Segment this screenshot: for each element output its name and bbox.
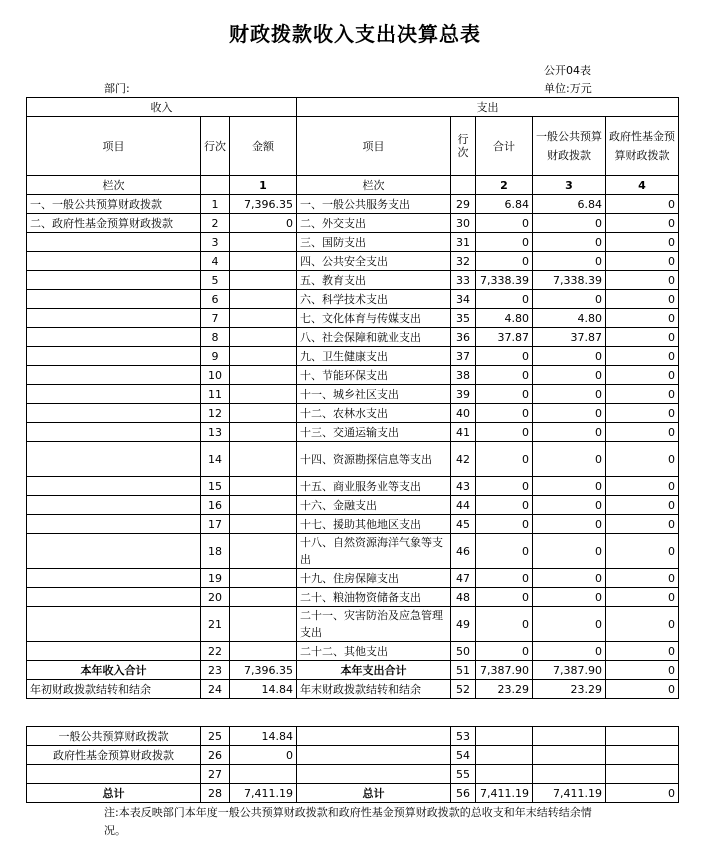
expense-line-no: 51 xyxy=(451,661,476,680)
income-amount xyxy=(230,607,297,642)
gov-fund-amount: 0 xyxy=(606,477,679,496)
income-item xyxy=(27,477,201,496)
expense-line-header: 行次 xyxy=(451,117,476,176)
expense-total: 0 xyxy=(476,588,533,607)
gov-fund-amount: 0 xyxy=(606,271,679,290)
income-amount xyxy=(230,252,297,271)
summary-table xyxy=(26,97,679,699)
expense-line-no: 47 xyxy=(451,569,476,588)
expense-total: 4.80 xyxy=(476,309,533,328)
general-budget-amount: 0 xyxy=(533,214,606,233)
table-row xyxy=(27,727,679,746)
department-label: 部门: xyxy=(104,82,130,95)
table-row xyxy=(27,423,679,442)
income-line-no: 19 xyxy=(201,569,230,588)
gov-fund-amount: 0 xyxy=(606,423,679,442)
expense-item: 十三、交通运输支出 xyxy=(297,423,451,442)
expense-total: 0 xyxy=(476,347,533,366)
table-row xyxy=(27,607,679,642)
gov-fund-amount: 0 xyxy=(606,309,679,328)
gov-fund-amount: 0 xyxy=(606,404,679,423)
expense-total: 0 xyxy=(476,423,533,442)
gov-fund-amount: 0 xyxy=(606,328,679,347)
table-row xyxy=(27,347,679,366)
expense-line-no: 54 xyxy=(451,746,476,765)
expense-item: 年末财政拨款结转和结余 xyxy=(297,680,451,699)
expense-line-no: 36 xyxy=(451,328,476,347)
gov-fund-amount: 0 xyxy=(606,366,679,385)
income-item xyxy=(27,328,201,347)
income-line-no: 24 xyxy=(201,680,230,699)
income-amount xyxy=(230,233,297,252)
expense-line-no: 44 xyxy=(451,496,476,515)
income-line-no: 20 xyxy=(201,588,230,607)
income-header: 收入 xyxy=(27,98,297,117)
expense-total: 0 xyxy=(476,404,533,423)
general-budget-amount xyxy=(533,765,606,784)
expense-item: 十七、援助其他地区支出 xyxy=(297,515,451,534)
income-amount xyxy=(230,534,297,569)
table-row xyxy=(27,309,679,328)
expense-item: 一、一般公共服务支出 xyxy=(297,195,451,214)
expense-line-no: 34 xyxy=(451,290,476,309)
gov-fund-amount: 0 xyxy=(606,233,679,252)
gov-fund-amount: 0 xyxy=(606,784,679,803)
gov-fund-amount: 0 xyxy=(606,195,679,214)
expense-line-no: 39 xyxy=(451,385,476,404)
expense-line-no: 38 xyxy=(451,366,476,385)
general-budget-amount: 0 xyxy=(533,588,606,607)
income-amount xyxy=(230,588,297,607)
expense-item: 十四、资源勘探信息等支出 xyxy=(297,442,451,477)
expense-item: 二十一、灾害防治及应急管理支出 xyxy=(297,607,451,642)
expense-item: 八、社会保障和就业支出 xyxy=(297,328,451,347)
expense-line-no: 42 xyxy=(451,442,476,477)
income-amount xyxy=(230,515,297,534)
income-line-no: 5 xyxy=(201,271,230,290)
general-budget-amount: 0 xyxy=(533,404,606,423)
expense-item xyxy=(297,746,451,765)
expense-item: 五、教育支出 xyxy=(297,271,451,290)
gov-fund-amount: 0 xyxy=(606,385,679,404)
general-budget-amount: 0 xyxy=(533,515,606,534)
general-budget-amount: 4.80 xyxy=(533,309,606,328)
expense-total: 0 xyxy=(476,569,533,588)
footnote: 注:本表反映部门本年度一般公共预算财政拨款和政府性基金预算财政拨款的总收支和年末结转结余情况。 xyxy=(104,806,592,837)
expense-total xyxy=(476,765,533,784)
form-code: 公开04表 xyxy=(544,64,591,77)
income-item xyxy=(27,385,201,404)
income-item xyxy=(27,271,201,290)
expense-line-no: 40 xyxy=(451,404,476,423)
income-amount xyxy=(230,347,297,366)
expense-total: 7,338.39 xyxy=(476,271,533,290)
general-budget-amount: 23.29 xyxy=(533,680,606,699)
general-budget-amount xyxy=(533,746,606,765)
income-amount xyxy=(230,569,297,588)
general-budget-amount: 0 xyxy=(533,534,606,569)
table-row xyxy=(27,784,679,803)
expense-line-no: 46 xyxy=(451,534,476,569)
table-row xyxy=(27,642,679,661)
expense-item: 十、节能环保支出 xyxy=(297,366,451,385)
income-line-no: 27 xyxy=(201,765,230,784)
income-item xyxy=(27,588,201,607)
income-amount: 14.84 xyxy=(230,680,297,699)
gov-fund-amount: 0 xyxy=(606,290,679,309)
income-amount xyxy=(230,423,297,442)
income-line-no: 12 xyxy=(201,404,230,423)
gov-fund-amount: 0 xyxy=(606,534,679,569)
expense-line-no: 37 xyxy=(451,347,476,366)
income-amount xyxy=(230,290,297,309)
expense-item: 三、国防支出 xyxy=(297,233,451,252)
expense-item: 十五、商业服务业等支出 xyxy=(297,477,451,496)
income-item xyxy=(27,515,201,534)
income-item xyxy=(27,404,201,423)
income-item xyxy=(27,442,201,477)
income-item xyxy=(27,366,201,385)
expense-item: 十六、金融支出 xyxy=(297,496,451,515)
gov-fund-amount: 0 xyxy=(606,588,679,607)
total-header: 合计 xyxy=(476,117,533,176)
expense-total: 0 xyxy=(476,515,533,534)
summary-table-continued xyxy=(26,726,679,803)
general-budget-amount: 0 xyxy=(533,496,606,515)
general-budget-amount: 37.87 xyxy=(533,328,606,347)
gov-fund-amount: 0 xyxy=(606,347,679,366)
general-budget-amount: 0 xyxy=(533,477,606,496)
table-row xyxy=(27,569,679,588)
general-budget-amount: 0 xyxy=(533,233,606,252)
income-item xyxy=(27,765,201,784)
income-amount xyxy=(230,385,297,404)
expense-line-no: 31 xyxy=(451,233,476,252)
expense-line-no: 32 xyxy=(451,252,476,271)
income-amount: 7,396.35 xyxy=(230,661,297,680)
expense-total: 23.29 xyxy=(476,680,533,699)
income-item-header: 项目 xyxy=(27,117,201,176)
expense-item xyxy=(297,727,451,746)
expense-line-no: 52 xyxy=(451,680,476,699)
income-line-no: 11 xyxy=(201,385,230,404)
expense-item: 十二、农林水支出 xyxy=(297,404,451,423)
income-line-no: 9 xyxy=(201,347,230,366)
income-amount xyxy=(230,309,297,328)
income-amount xyxy=(230,328,297,347)
gov-fund-amount: 0 xyxy=(606,442,679,477)
expense-item xyxy=(297,765,451,784)
table-row xyxy=(27,661,679,680)
expense-total: 0 xyxy=(476,442,533,477)
income-line-no: 26 xyxy=(201,746,230,765)
income-item: 一般公共预算财政拨款 xyxy=(27,727,201,746)
table-row xyxy=(27,477,679,496)
income-item xyxy=(27,290,201,309)
gov-fund-amount xyxy=(606,746,679,765)
expense-total: 0 xyxy=(476,290,533,309)
gov-fund-amount xyxy=(606,765,679,784)
income-line-no: 21 xyxy=(201,607,230,642)
col-number-2: 2 xyxy=(476,176,533,195)
expense-total: 0 xyxy=(476,477,533,496)
income-line-no: 15 xyxy=(201,477,230,496)
expense-line-no: 29 xyxy=(451,195,476,214)
income-item xyxy=(27,534,201,569)
income-line-no: 10 xyxy=(201,366,230,385)
income-amount xyxy=(230,271,297,290)
income-line-no: 25 xyxy=(201,727,230,746)
income-amount xyxy=(230,404,297,423)
table-row xyxy=(27,765,679,784)
general-budget-amount: 7,338.39 xyxy=(533,271,606,290)
expense-item-header: 项目 xyxy=(297,117,451,176)
general-budget-amount: 0 xyxy=(533,569,606,588)
expense-total: 0 xyxy=(476,214,533,233)
gov-fund-amount xyxy=(606,727,679,746)
table-row xyxy=(27,746,679,765)
income-line-no: 4 xyxy=(201,252,230,271)
income-item xyxy=(27,347,201,366)
table-row xyxy=(27,233,679,252)
expense-item: 十一、城乡社区支出 xyxy=(297,385,451,404)
col-number-4: 4 xyxy=(606,176,679,195)
expense-item: 十八、自然资源海洋气象等支出 xyxy=(297,534,451,569)
income-line-no: 6 xyxy=(201,290,230,309)
table-row xyxy=(27,214,679,233)
income-amount: 14.84 xyxy=(230,727,297,746)
expense-total: 7,387.90 xyxy=(476,661,533,680)
col-label-expense: 栏次 xyxy=(297,176,451,195)
expense-line-no: 45 xyxy=(451,515,476,534)
income-item: 年初财政拨款结转和结余 xyxy=(27,680,201,699)
gov-fund-amount: 0 xyxy=(606,642,679,661)
income-item xyxy=(27,642,201,661)
general-budget-amount: 0 xyxy=(533,423,606,442)
income-line-no: 28 xyxy=(201,784,230,803)
gov-fund-amount: 0 xyxy=(606,569,679,588)
expense-total: 0 xyxy=(476,366,533,385)
table-row xyxy=(27,496,679,515)
income-line-no: 17 xyxy=(201,515,230,534)
amount-header: 金额 xyxy=(230,117,297,176)
expense-total: 6.84 xyxy=(476,195,533,214)
income-line-no: 1 xyxy=(201,195,230,214)
col-number-3: 3 xyxy=(533,176,606,195)
table-row xyxy=(27,252,679,271)
expense-item: 六、科学技术支出 xyxy=(297,290,451,309)
expense-line-no: 43 xyxy=(451,477,476,496)
expense-item: 十九、住房保障支出 xyxy=(297,569,451,588)
table-row xyxy=(27,385,679,404)
expense-line-no: 50 xyxy=(451,642,476,661)
expense-item: 总计 xyxy=(297,784,451,803)
general-budget-amount: 0 xyxy=(533,252,606,271)
expense-item: 二十二、其他支出 xyxy=(297,642,451,661)
income-amount xyxy=(230,765,297,784)
gov-fund-amount: 0 xyxy=(606,680,679,699)
general-budget-amount xyxy=(533,727,606,746)
gov-fund-amount: 0 xyxy=(606,496,679,515)
income-amount xyxy=(230,442,297,477)
expense-total: 0 xyxy=(476,252,533,271)
income-amount xyxy=(230,477,297,496)
expense-total xyxy=(476,746,533,765)
table-row xyxy=(27,588,679,607)
table-row xyxy=(27,290,679,309)
general-budget-amount: 7,411.19 xyxy=(533,784,606,803)
expense-total xyxy=(476,727,533,746)
general-budget-amount: 0 xyxy=(533,607,606,642)
table-row xyxy=(27,195,679,214)
income-line-no: 8 xyxy=(201,328,230,347)
expense-total: 0 xyxy=(476,496,533,515)
income-amount: 7,411.19 xyxy=(230,784,297,803)
income-amount xyxy=(230,642,297,661)
income-item xyxy=(27,569,201,588)
gov-fund-amount: 0 xyxy=(606,515,679,534)
expense-line-no: 53 xyxy=(451,727,476,746)
expense-item: 四、公共安全支出 xyxy=(297,252,451,271)
general-budget-header: 一般公共预算财政拨款 xyxy=(533,117,606,176)
gov-fund-amount: 0 xyxy=(606,252,679,271)
table-row xyxy=(27,515,679,534)
expense-line-no: 49 xyxy=(451,607,476,642)
income-item xyxy=(27,309,201,328)
expense-total: 37.87 xyxy=(476,328,533,347)
expense-item: 七、文化体育与传媒支出 xyxy=(297,309,451,328)
income-amount xyxy=(230,496,297,515)
income-line-header: 行次 xyxy=(201,117,230,176)
gov-fund-header: 政府性基金预算财政拨款 xyxy=(606,117,679,176)
col-label-income: 栏次 xyxy=(27,176,201,195)
income-line-no: 7 xyxy=(201,309,230,328)
income-line-no: 22 xyxy=(201,642,230,661)
income-line-no: 3 xyxy=(201,233,230,252)
unit-label: 单位:万元 xyxy=(544,82,592,95)
expense-item: 二、外交支出 xyxy=(297,214,451,233)
table-row xyxy=(27,534,679,569)
expense-total: 0 xyxy=(476,642,533,661)
income-item: 本年收入合计 xyxy=(27,661,201,680)
general-budget-amount: 0 xyxy=(533,442,606,477)
general-budget-amount: 7,387.90 xyxy=(533,661,606,680)
table-row xyxy=(27,680,679,699)
income-line-no: 23 xyxy=(201,661,230,680)
gov-fund-amount: 0 xyxy=(606,607,679,642)
expense-total: 0 xyxy=(476,385,533,404)
expense-total: 7,411.19 xyxy=(476,784,533,803)
general-budget-amount: 0 xyxy=(533,642,606,661)
expense-line-no: 55 xyxy=(451,765,476,784)
income-line-no: 18 xyxy=(201,534,230,569)
income-item xyxy=(27,607,201,642)
income-amount: 0 xyxy=(230,214,297,233)
expense-total: 0 xyxy=(476,233,533,252)
expense-line-no: 56 xyxy=(451,784,476,803)
income-line-no: 13 xyxy=(201,423,230,442)
income-line-no: 2 xyxy=(201,214,230,233)
income-item: 一、一般公共预算财政拨款 xyxy=(27,195,201,214)
general-budget-amount: 0 xyxy=(533,385,606,404)
expense-line-no: 35 xyxy=(451,309,476,328)
income-amount: 7,396.35 xyxy=(230,195,297,214)
expense-line-no: 41 xyxy=(451,423,476,442)
income-item xyxy=(27,423,201,442)
income-item: 政府性基金预算财政拨款 xyxy=(27,746,201,765)
income-line-no: 14 xyxy=(201,442,230,477)
gov-fund-amount: 0 xyxy=(606,214,679,233)
general-budget-amount: 0 xyxy=(533,290,606,309)
income-item: 总计 xyxy=(27,784,201,803)
income-item: 二、政府性基金预算财政拨款 xyxy=(27,214,201,233)
expense-line-no: 30 xyxy=(451,214,476,233)
expense-item: 二十、粮油物资储备支出 xyxy=(297,588,451,607)
income-item xyxy=(27,252,201,271)
table-row xyxy=(27,442,679,477)
gov-fund-amount: 0 xyxy=(606,661,679,680)
table-row xyxy=(27,366,679,385)
general-budget-amount: 0 xyxy=(533,347,606,366)
income-item xyxy=(27,233,201,252)
expense-total: 0 xyxy=(476,607,533,642)
income-line-no: 16 xyxy=(201,496,230,515)
income-item xyxy=(27,496,201,515)
general-budget-amount: 6.84 xyxy=(533,195,606,214)
page-title: 财政拨款收入支出决算总表 xyxy=(229,22,481,46)
expense-item: 九、卫生健康支出 xyxy=(297,347,451,366)
expense-line-no: 48 xyxy=(451,588,476,607)
expense-item: 本年支出合计 xyxy=(297,661,451,680)
table-row xyxy=(27,404,679,423)
expense-line-no: 33 xyxy=(451,271,476,290)
table-row xyxy=(27,328,679,347)
income-amount: 0 xyxy=(230,746,297,765)
table-row xyxy=(27,271,679,290)
income-amount xyxy=(230,366,297,385)
expense-total: 0 xyxy=(476,534,533,569)
expense-header: 支出 xyxy=(297,98,679,117)
general-budget-amount: 0 xyxy=(533,366,606,385)
col-number-1: 1 xyxy=(230,176,297,195)
